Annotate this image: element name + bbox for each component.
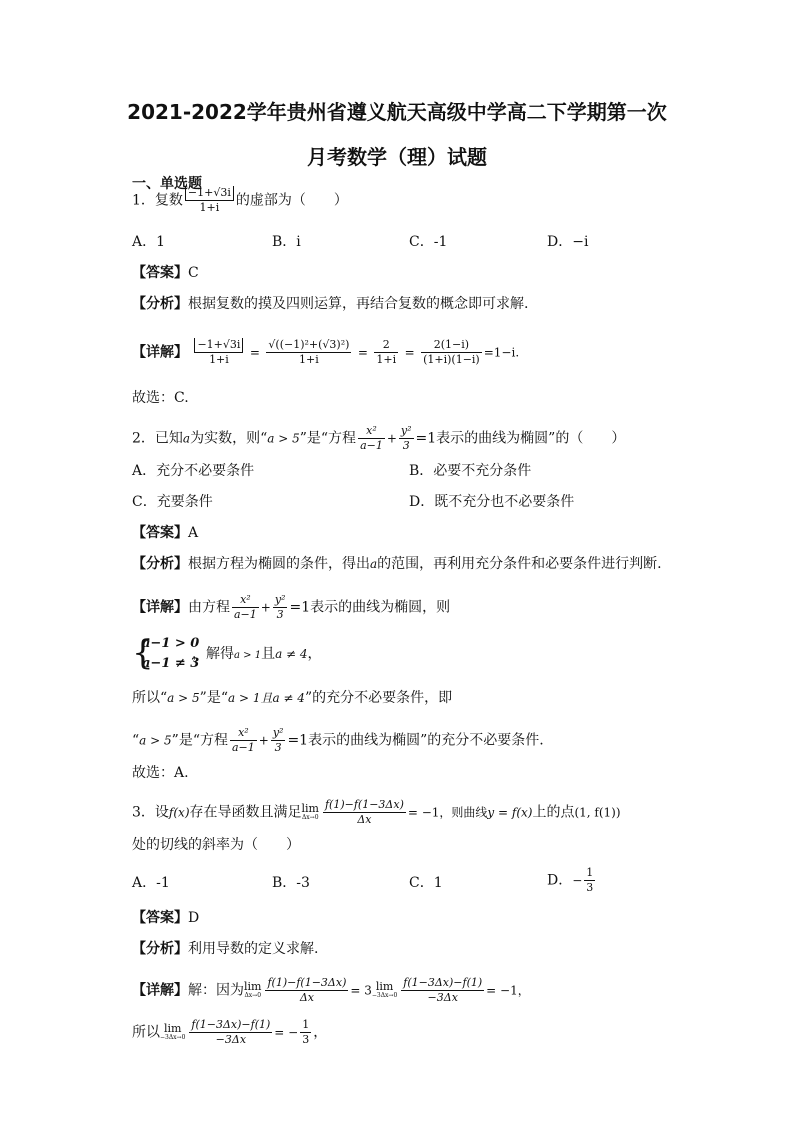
q3-detail: 【详解】解：因为lim Δx→0 $\frac{f(1)-f(1-3\Delta x)}{\Delta x}$ = 3 lim −3Δx→0 $\frac{f(1-3\Delta x)-f(1)}{-3\Delta x}$ = −1， [132, 976, 530, 1004]
page-title: 2021-2022学年贵州省遵义航天高级中学高二下学期第一次 [127, 100, 667, 124]
q1-option-d: D．−i [547, 234, 589, 250]
q3-option-c: C．1 [409, 875, 443, 891]
q2-so-line: 所以“a > 5”是“a > 1且a ≠ 4”的充分不必要条件，即 [132, 690, 453, 706]
q2-option-d: D．既不充分也不必要条件 [409, 494, 575, 510]
q2-option-a: A．充分不必要条件 [132, 463, 255, 479]
q1-conclusion: 故选：C. [132, 390, 189, 406]
q3-analysis: 【分析】利用导数的定义求解. [132, 941, 319, 957]
page-subtitle: 月考数学（理）试题 [307, 145, 487, 169]
q3-answer: 【答案】D [132, 910, 200, 926]
q3-so-line: 所以 lim −3Δx→0 $\frac{f(1-3\Delta x)-f(1)}{-3\Delta x}$ = − $\frac{1}{3}$ ， [132, 1018, 328, 1046]
q1-fraction: $\frac{-1+√3i}{1+i}$ [185, 186, 234, 215]
q2-answer: 【答案】A [132, 525, 199, 541]
system-brace: { [132, 633, 154, 673]
section-heading: 一、单选题 [132, 176, 202, 192]
q2-detail: 【详解】由方程 $\frac{\text{x²}}{a-1}$ + $\frac{\text{y²}}{3}$ =1表示的曲线为椭圆，则 [132, 593, 451, 621]
q3-stem-line1: 3．设f(x)存在导函数且满足lim Δx→0 $\frac{f(1)-f(1-3\Delta x)}{\Delta x}$ = −1，则曲线y = f(x)上的点(1, f(1)) [132, 798, 621, 826]
q1-option-c: C．-1 [409, 234, 448, 250]
q1-number: 1．复数 [132, 192, 183, 209]
q2-analysis: 【分析】根据方程为椭圆的条件，得出a的范围，再利用充分条件和必要条件进行判断. [132, 556, 662, 572]
q2-option-b: B．必要不充分条件 [409, 463, 532, 479]
q3-option-b: B．-3 [272, 875, 310, 891]
q1-analysis: 【分析】根据复数的摸及四则运算，再结合复数的概念即可求解. [132, 296, 529, 312]
q2-option-c: C．充要条件 [132, 494, 213, 510]
q1-stem-tail: 的虚部为（ ） [235, 192, 348, 209]
q1-detail: 【详解】 $\frac{-1+√3i}{1+i}$ = $\frac{\text{√((−1)²+(√3)²)}}{1+i}$ = $\frac{2}{1+i}$ = $\frac{2(1-i)}{(1+i)(1-i)}$ =1−i. [132, 338, 520, 366]
q1-option-a: A．1 [132, 234, 166, 250]
q3-option-a: A．-1 [132, 875, 170, 891]
system-solution: ，解得a > 1且a ≠ 4， [192, 646, 322, 662]
system-line-1: a−1 > 0 [142, 636, 200, 651]
q2-final-line: “a > 5”是“方程 $\frac{\text{x²}}{a-1}$ + $\frac{\text{y²}}{3}$ =1表示的曲线为椭圆”的充分不必要条件. [132, 726, 544, 754]
q2-stem: 2．已知a为实数，则“a > 5”是“方程 $\frac{\text{x²}}{a-1}$ + $\frac{\text{y²}}{3}$ =1表示的曲线为椭圆”的（ ） [132, 424, 626, 452]
q3-stem-line2: 处的切线的斜率为（ ） [132, 837, 300, 853]
system-line-2: a−1 ≠ 3 [142, 656, 200, 671]
q1-answer: 【答案】C [132, 265, 199, 281]
q2-conclusion: 故选：A. [132, 765, 189, 781]
q3-option-d: D．− $\frac{1}{3}$ [547, 866, 594, 894]
q1-option-b: B．i [272, 234, 301, 250]
q1-stem [132, 186, 348, 215]
